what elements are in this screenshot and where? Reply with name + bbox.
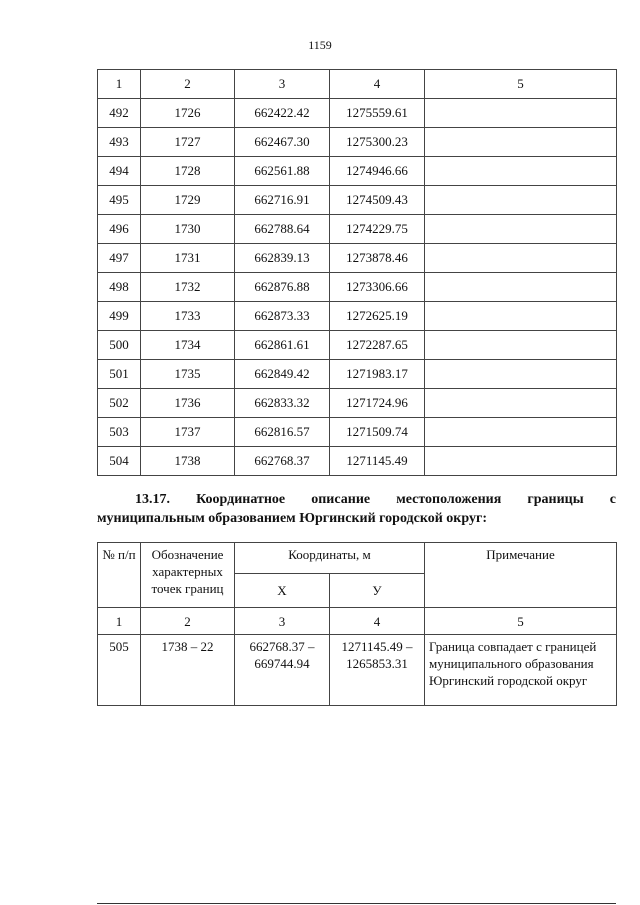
column-number-cell: 4 [330, 608, 425, 635]
table-cell: 1736 [141, 389, 235, 418]
table-cell: 662788.64 [235, 215, 330, 244]
cell-y: 1271145.49 – 1265853.31 [330, 635, 425, 706]
table-row [98, 418, 617, 447]
table-cell: 662467.30 [235, 128, 330, 157]
table-cell: 1729 [141, 186, 235, 215]
table-cell: 662768.37 [235, 447, 330, 476]
table-cell: 1274229.75 [330, 215, 425, 244]
table-cell: 1727 [141, 128, 235, 157]
table-cell: 501 [98, 360, 141, 389]
column-number-cell: 2 [141, 70, 235, 99]
table-cell: 662861.61 [235, 331, 330, 360]
table-cell: 1271509.74 [330, 418, 425, 447]
column-number-cell: 4 [330, 70, 425, 99]
coordinates-table-continued [97, 69, 617, 476]
section-heading-line2: муниципальным образованием Юргинский городской округ: [97, 511, 487, 526]
table2-column-numbers-row [98, 608, 617, 635]
heading-word: Координатное [196, 492, 286, 507]
table-cell: 498 [98, 273, 141, 302]
footer-rule [97, 903, 616, 904]
table-cell: 1738 [141, 447, 235, 476]
table-cell: 493 [98, 128, 141, 157]
heading-word: 13.17. [135, 492, 170, 507]
table-cell: 1730 [141, 215, 235, 244]
table-cell: 1272625.19 [330, 302, 425, 331]
header-designation: Обозначение характерных точек границ [141, 543, 235, 608]
table-cell: 662839.13 [235, 244, 330, 273]
column-number-cell: 1 [98, 608, 141, 635]
cell-number: 505 [98, 635, 141, 706]
table-row [98, 447, 617, 476]
table2-data-row [98, 635, 617, 706]
table-cell [425, 99, 617, 128]
header-coordinates: Координаты, м [235, 543, 425, 574]
table-cell: 1275559.61 [330, 99, 425, 128]
section-heading-line1 [97, 490, 616, 509]
table-cell [425, 389, 617, 418]
table-cell [425, 360, 617, 389]
table-row [98, 244, 617, 273]
table-row [98, 360, 617, 389]
section-heading [97, 490, 616, 528]
header-y: У [330, 574, 425, 608]
header-x: Х [235, 574, 330, 608]
table-row [98, 99, 617, 128]
table-cell: 1732 [141, 273, 235, 302]
table-cell: 662422.42 [235, 99, 330, 128]
table-cell: 1275300.23 [330, 128, 425, 157]
table-cell [425, 215, 617, 244]
table-cell: 1734 [141, 331, 235, 360]
cell-note: Граница совпадает с границей муниципального образования Юргинский городской округ [425, 635, 617, 706]
header-note: Примечание [425, 543, 617, 608]
column-number-cell: 3 [235, 608, 330, 635]
table-cell: 1731 [141, 244, 235, 273]
column-number-cell: 3 [235, 70, 330, 99]
cell-designation: 1738 – 22 [141, 635, 235, 706]
table-cell: 1733 [141, 302, 235, 331]
table-cell: 495 [98, 186, 141, 215]
boundary-description-table [97, 542, 617, 706]
table-cell: 1274946.66 [330, 157, 425, 186]
table-row [98, 128, 617, 157]
header-number: № п/п [98, 543, 141, 608]
heading-word: границы [527, 492, 584, 507]
table-cell: 1735 [141, 360, 235, 389]
table-cell: 504 [98, 447, 141, 476]
table2-header-row [98, 543, 617, 574]
table-cell [425, 331, 617, 360]
column-number-cell: 1 [98, 70, 141, 99]
table-cell [425, 447, 617, 476]
table-row [98, 215, 617, 244]
table-cell [425, 244, 617, 273]
table-cell: 662716.91 [235, 186, 330, 215]
column-number-cell: 5 [425, 70, 617, 99]
table-cell: 662876.88 [235, 273, 330, 302]
table-cell: 496 [98, 215, 141, 244]
heading-word: местоположения [396, 492, 502, 507]
table-cell: 1726 [141, 99, 235, 128]
column-number-cell: 2 [141, 608, 235, 635]
table-row [98, 273, 617, 302]
table-cell: 662849.42 [235, 360, 330, 389]
table-cell: 492 [98, 99, 141, 128]
table-row [98, 331, 617, 360]
table-cell: 1271983.17 [330, 360, 425, 389]
table-cell: 1273306.66 [330, 273, 425, 302]
column-number-cell: 5 [425, 608, 617, 635]
table-row [98, 157, 617, 186]
table-cell [425, 302, 617, 331]
table-cell: 662816.57 [235, 418, 330, 447]
table-cell: 503 [98, 418, 141, 447]
table-cell [425, 186, 617, 215]
table-cell: 662561.88 [235, 157, 330, 186]
table-cell [425, 128, 617, 157]
table-cell: 1271724.96 [330, 389, 425, 418]
table-row [98, 302, 617, 331]
heading-word: с [609, 492, 616, 507]
table-cell [425, 273, 617, 302]
heading-word: описание [311, 492, 371, 507]
table-cell: 1271145.49 [330, 447, 425, 476]
table-cell: 1728 [141, 157, 235, 186]
table-cell: 502 [98, 389, 141, 418]
table-cell: 1272287.65 [330, 331, 425, 360]
table-cell: 500 [98, 331, 141, 360]
page-number: 1159 [308, 38, 332, 52]
table-row [98, 186, 617, 215]
table-cell: 662833.32 [235, 389, 330, 418]
table-row [98, 389, 617, 418]
cell-x: 662768.37 – 669744.94 [235, 635, 330, 706]
table-cell: 1273878.46 [330, 244, 425, 273]
table-cell: 497 [98, 244, 141, 273]
table-cell: 1274509.43 [330, 186, 425, 215]
table-cell: 499 [98, 302, 141, 331]
table1-header-row [98, 70, 617, 99]
table-cell [425, 157, 617, 186]
table-cell: 662873.33 [235, 302, 330, 331]
table-cell: 1737 [141, 418, 235, 447]
table-cell [425, 418, 617, 447]
table-cell: 494 [98, 157, 141, 186]
